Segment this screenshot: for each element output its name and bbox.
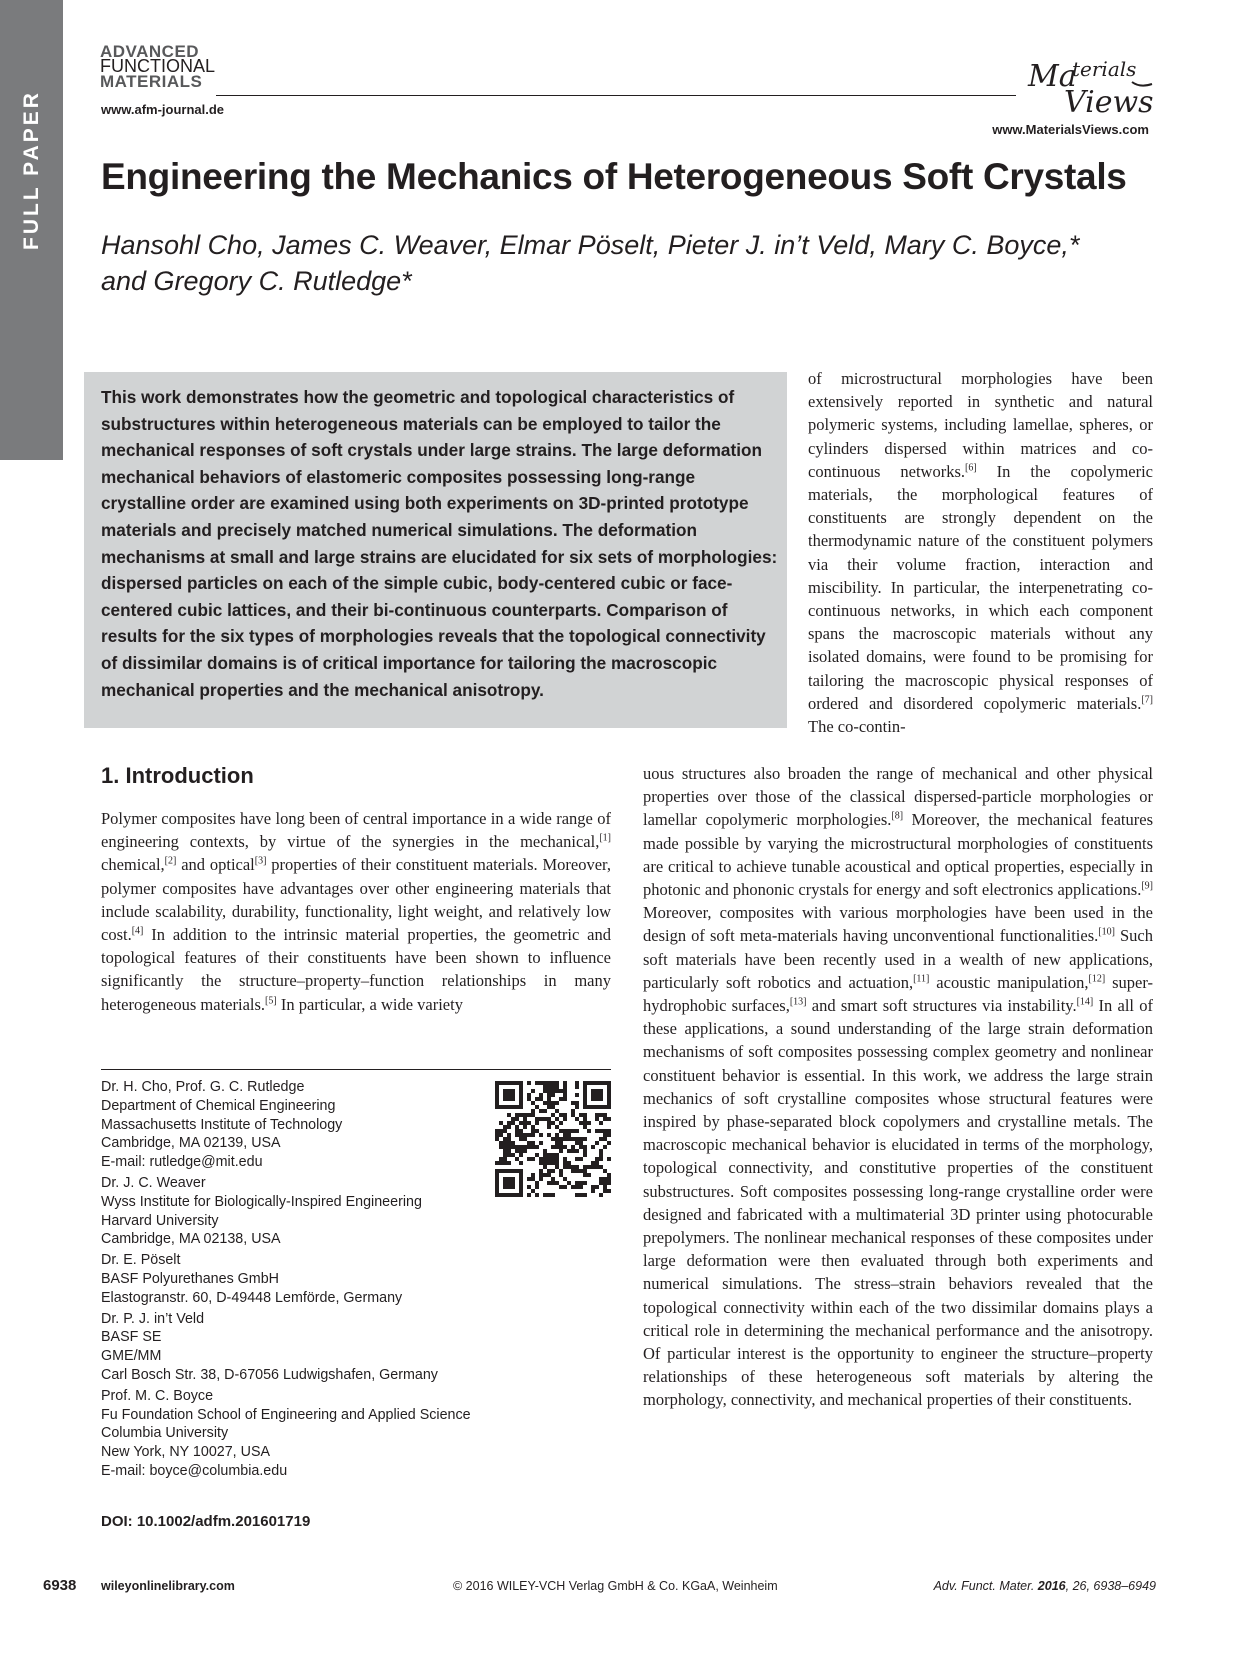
affiliation-block bbox=[101, 1174, 521, 1249]
text-run: uous structures also broaden the range of mechanical and other physical properties over those of the classical dispersed-particle morphologies or lamellar copolymeric morphologies. bbox=[643, 764, 1153, 830]
journal-logo-line: ADVANCED bbox=[100, 42, 200, 61]
body-text-right-bottom bbox=[643, 762, 1153, 1412]
affiliation-list bbox=[101, 1078, 521, 1483]
citation-ref[interactable]: [4] bbox=[131, 925, 144, 937]
body-text-right-top bbox=[808, 367, 1153, 738]
affiliation-line: Dr. E. Pöselt bbox=[101, 1252, 181, 1269]
copyright: © 2016 WILEY-VCH Verlag GmbH & Co. KGaA, Weinheim bbox=[453, 1579, 778, 1593]
journal-logo-line: FUNCTIONAL bbox=[100, 56, 216, 76]
text-run: Polymer composites have long been of central importance in a wide range of engineering contexts, by virtue of the synergies in the mechanical, bbox=[101, 809, 611, 852]
text-run: The co-contin- bbox=[808, 717, 906, 737]
citation-ref[interactable]: [11] bbox=[913, 973, 930, 985]
text-run: and optical bbox=[176, 855, 255, 875]
affiliation-line: Harvard University bbox=[101, 1212, 219, 1229]
affiliation-line[interactable]: E-mail: boyce@columbia.edu bbox=[101, 1462, 288, 1479]
affiliation-block bbox=[101, 1251, 521, 1307]
citation-ref[interactable]: [10] bbox=[1098, 926, 1115, 938]
section-heading: 1. Introduction bbox=[101, 763, 254, 788]
text-run: In all of these applications, a sound understanding of the large strain deformation mechanisms of soft composites possessing complex geometry and nonlinear constituent behavior is essential. In this work, we address the large strain mechanics of soft crystalline composites whose structural features were inspired by phase-separated block copolymers and crystalline metals. The macroscopic mechanical behavior is elucidated in terms of the morphology, topological connectivity, and constitutive properties of the constituent substructures. Soft composites possessing long-range crystalline order were designed and fabricated with a multimaterial 3D printer using photocurable prepolymers. The nonlinear mechanical responses of these composites under large deformation were then evaluated through both experiments and numerical simulations. The stress–strain behaviors revealed that the topological connectivity within each of the two dissimilar domains plays a critical role in determining the mechanical performance and the anisotropy. Of particular interest is the opportunity to engineer the structure–property relationships of these heterogeneous soft materials by altering the morphology, connectivity, and mechanical properties of their constituents. bbox=[643, 996, 1153, 1410]
citation-ref[interactable]: [9] bbox=[1141, 880, 1153, 892]
journal-logo bbox=[100, 44, 215, 89]
text-run: acoustic manipulation, bbox=[929, 972, 1089, 992]
citation-ref[interactable]: [3] bbox=[254, 855, 267, 867]
citation-ref[interactable]: [6] bbox=[965, 462, 977, 474]
citation-journal: Adv. Funct. Mater. bbox=[933, 1579, 1035, 1593]
affiliation-line: BASF Polyurethanes GmbH bbox=[101, 1270, 279, 1287]
publisher-url[interactable]: www.MaterialsViews.com bbox=[992, 122, 1149, 137]
doi[interactable]: DOI: 10.1002/adfm.201601719 bbox=[101, 1513, 311, 1530]
affiliation-line: BASF SE bbox=[101, 1329, 162, 1346]
affiliation-rule bbox=[101, 1069, 611, 1070]
author-list bbox=[101, 227, 1111, 299]
citation-volume: 26 bbox=[1072, 1579, 1087, 1593]
citation-ref[interactable]: [7] bbox=[1141, 694, 1153, 706]
citation-ref[interactable]: [1] bbox=[599, 832, 611, 844]
author-line: Hansohl Cho, James C. Weaver, Elmar Pöselt, Pieter J. in’t Veld, Mary C. Boyce,* bbox=[101, 230, 1080, 260]
author-line: and Gregory C. Rutledge* bbox=[101, 266, 412, 296]
affiliation-line: Massachusetts Institute of Technology bbox=[101, 1116, 343, 1133]
journal-url[interactable]: www.afm-journal.de bbox=[101, 102, 225, 117]
affiliation-line: Department of Chemical Engineering bbox=[101, 1097, 336, 1114]
citation-ref[interactable]: [2] bbox=[164, 855, 177, 867]
affiliation-line: Fu Foundation School of Engineering and Applied Science bbox=[101, 1406, 471, 1423]
header-rule bbox=[216, 95, 1016, 96]
text-run: properties of their constituent materials. Moreover, polymer composites have advantages over other engineering materials that include scalability, durability, functionality, light weight, and relatively low cost. bbox=[101, 855, 611, 945]
footer-url[interactable]: wileyonlinelibrary.com bbox=[101, 1579, 235, 1593]
affiliation-line: Cambridge, MA 02139, USA bbox=[101, 1135, 281, 1152]
journal-logo-line: MATERIALS bbox=[100, 72, 203, 91]
publisher-logo bbox=[1020, 52, 1160, 118]
citation-pages: 6938–6949 bbox=[1093, 1579, 1156, 1593]
affiliation-line: Dr. J. C. Weaver bbox=[101, 1174, 206, 1191]
text-run: Moreover, the mechanical features made possible by varying the microstructural morphologies of constituents are critical to achieve tunable acoustical and optical properties, especially in photonic and phononic crystals for energy and soft electronics applications. bbox=[643, 810, 1154, 900]
abstract-text: This work demonstrates how the geometric and topological characteristics of substructures within heterogeneous materials can be employed to tailor the mechanical responses of soft crystals under large strains. The large deformation mechanical behaviors of elastomeric composites possessing long-range crystalline order are examined using both experiments on 3D-printed prototype materials and precisely matched numerical simulations. The deformation mechanisms at small and large strains are elucidated for six sets of morphologies: dispersed particles on each of the simple cubic, body-centered cubic or face-centered cubic lattices, and their bi-continuous counterparts. Comparison of results for the six types of morphologies reveals that the topological connectivity of dissimilar domains is of critical importance for tailoring the macroscopic mechanical properties and the mechanical anisotropy. bbox=[101, 387, 778, 700]
text-run: In particular, a wide variety bbox=[276, 994, 463, 1014]
citation-ref[interactable]: [8] bbox=[891, 810, 904, 822]
affiliation-line: Dr. P. J. in’t Veld bbox=[101, 1310, 205, 1327]
text-run: In addition to the intrinsic material properties, the geometric and topological features of their constituents have been shown to influence significantly the structure–property–function relationships in many heterogeneous materials. bbox=[101, 925, 611, 1014]
side-tab-label-wrap bbox=[0, 0, 63, 340]
text-run: Moreover, composites with various morphologies have been used in the design of soft meta-materials having unconventional functionalities. bbox=[643, 903, 1153, 946]
qr-code[interactable] bbox=[495, 1081, 611, 1197]
page-number: 6938 bbox=[43, 1577, 77, 1594]
affiliation-line: Carl Bosch Str. 38, D-67056 Ludwigshafen, Germany bbox=[101, 1366, 438, 1383]
text-run: super-hydrophobic surfaces, bbox=[643, 972, 1153, 1016]
affiliation-block bbox=[101, 1387, 521, 1481]
text-run: Such soft materials have been recently used in a wealth of new applications, particularly soft robotics and actuation, bbox=[643, 926, 1154, 992]
page-footer bbox=[43, 1577, 1156, 1597]
affiliation-line: Dr. H. Cho, Prof. G. C. Rutledge bbox=[101, 1079, 305, 1095]
citation: Adv. Funct. Mater. 2016, 26, 6938–6949 bbox=[933, 1579, 1156, 1593]
text-run: In the copolymeric materials, the morphological features of constituents are strongly dependent on the thermodynamic nature of the constituent polymers via their volume fraction, interaction and miscibility. In particular, the interpenetrating co-continuous networks, in which each component spans the macroscopic materials without any isolated domains, were found to be promising for tailoring the macroscopic physical responses of ordered and disordered copolymeric materials. bbox=[808, 461, 1153, 713]
article-title: Engineering the Mechanics of Heterogeneous Soft Crystals bbox=[101, 156, 1127, 197]
svg-text:Views: Views bbox=[1064, 85, 1154, 118]
text-run: and smart soft structures via instability. bbox=[806, 996, 1077, 1016]
affiliation-line: Prof. M. C. Boyce bbox=[101, 1387, 214, 1404]
body-text-left bbox=[101, 807, 611, 1016]
affiliation-line[interactable]: E-mail: rutledge@mit.edu bbox=[101, 1154, 263, 1171]
affiliation-line: Wyss Institute for Biologically-Inspired Engineering bbox=[101, 1193, 422, 1210]
citation-ref[interactable]: [14] bbox=[1076, 996, 1094, 1008]
svg-text:terials: terials bbox=[1072, 57, 1137, 81]
citation-ref[interactable]: [13] bbox=[789, 996, 807, 1008]
citation-ref[interactable]: [12] bbox=[1088, 973, 1106, 985]
affiliation-line: New York, NY 10027, USA bbox=[101, 1444, 271, 1461]
affiliation-line: Columbia University bbox=[101, 1425, 229, 1442]
affiliation-line: Cambridge, MA 02138, USA bbox=[101, 1231, 281, 1248]
citation-ref[interactable]: [5] bbox=[265, 995, 277, 1007]
svg-text:Ma: Ma bbox=[1028, 59, 1077, 94]
affiliation-line: GME/MM bbox=[101, 1348, 162, 1365]
affiliation-block bbox=[101, 1078, 521, 1172]
citation-year: 2016 bbox=[1037, 1579, 1066, 1593]
side-tab-label: FULL PAPER bbox=[19, 90, 43, 250]
affiliation-block bbox=[101, 1310, 521, 1385]
affiliation-line: Elastogranstr. 60, D-49448 Lemförde, Germany bbox=[101, 1289, 403, 1306]
text-run: of microstructural morphologies have been extensively reported in synthetic and natural polymeric systems, including lamellae, spheres, or cylinders dispersed within matrices and co-continuous networks. bbox=[808, 369, 1153, 481]
text-run: chemical, bbox=[101, 855, 165, 875]
